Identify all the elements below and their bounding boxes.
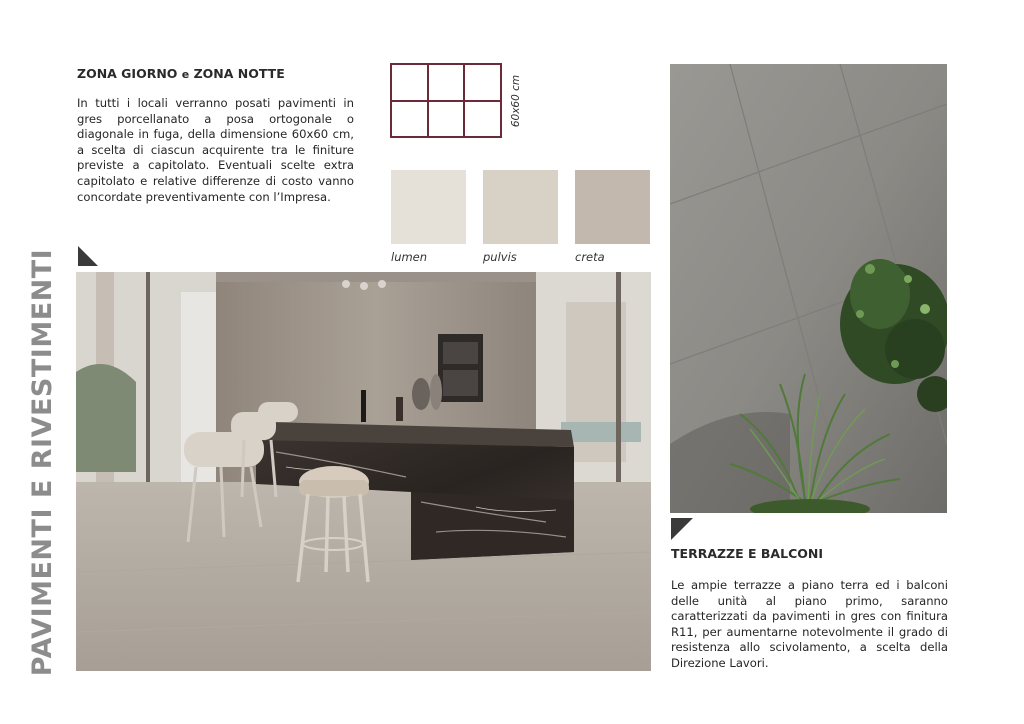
grid-cell	[464, 101, 501, 138]
terrace-photo	[670, 64, 947, 513]
grid-cell	[428, 101, 465, 138]
kitchen-photo	[76, 272, 651, 671]
zona-body: In tutti i locali verranno posati pavimenti in gres porcellanato a posa ortogonale o diagonale in fuga, della dimensione 60x60 cm, a scelta di ciascun acquirente tra le finiture previste a capitolato. Eventuali scelte extra capitolato e relative differenze di costo vanno concordate preventivamente con l’Impresa.	[77, 96, 354, 204]
grid-cell	[391, 64, 428, 101]
terrazze-heading: TERRAZZE E BALCONI	[671, 546, 823, 561]
zona-title-part1: ZONA GIORNO	[77, 66, 182, 81]
swatch-label-creta: creta	[575, 250, 605, 264]
side-title-text: PAVIMENTI E RIVESTIMENTI	[27, 248, 59, 677]
tile-layout-grid	[390, 63, 502, 138]
triangle-marker-left	[78, 246, 98, 266]
tile-size-text: 60x60 cm	[510, 74, 522, 128]
swatch-label-lumen: lumen	[391, 250, 428, 264]
terrazze-body: Le ampie terrazze a piano terra ed i balconi delle unità al piano primo, saranno caratterizzati da pavimenti in gres con finitura R11, per aumentarne notevolmente il grado di resistenza allo scivolamento, a scelta della Direzione Lavori.	[671, 578, 948, 670]
grid-cell	[464, 64, 501, 101]
swatch-pulvis	[483, 170, 558, 244]
zona-heading	[77, 66, 285, 81]
side-title	[27, 248, 59, 677]
grid-cell	[428, 64, 465, 101]
zona-title-connector: e	[181, 68, 190, 81]
zona-title-part2: ZONA NOTTE	[189, 66, 285, 81]
swatch-label-pulvis: pulvis	[483, 250, 517, 264]
swatch-lumen	[391, 170, 466, 244]
swatch-creta	[575, 170, 650, 244]
tile-size-label	[503, 63, 529, 139]
grid-cell	[391, 101, 428, 138]
triangle-marker-right	[671, 518, 693, 540]
